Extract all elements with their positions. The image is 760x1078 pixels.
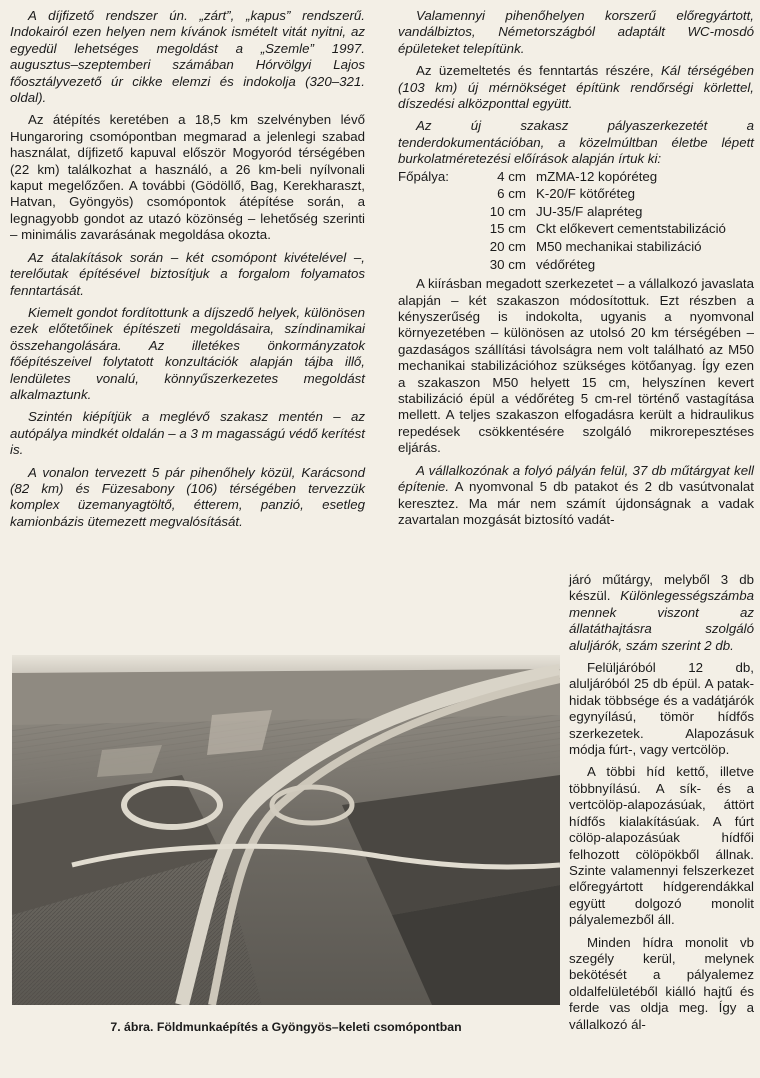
spec-material: védőréteg — [536, 256, 596, 272]
spec-row — [398, 257, 754, 275]
spec-size: 30 cm — [489, 256, 526, 272]
text-span: A vállalkozónak a folyó pályán felül, 37 db műtárgyat kell építenie. — [398, 462, 754, 495]
right-narrow-column — [569, 572, 754, 1039]
paragraph: Az átalakítások során – két csomópont kivételével –, terelőutak építésével biztosítjuk a forgalom folyamatos fenntartását. — [10, 249, 365, 298]
paragraph: A kiírásban megadott szerkezetet – a vállalkozó javaslata alapján – két szakaszon módosítottuk. Ezt részben a kényszerűség is indokolta, ugyanis a nyomvonal környezetében – különösen az utolsó 20 km térségében – gazdaságos szállítási távolságra nem volt található az M50 mechanikai stabilizációhoz szükséges kötőanyag. Így ezen a szakaszon M50 helyett 15 cm, helyszínen kevert stabilizáció épül a védőréteg 5 cm-rel történő vastagítása mellett. A teljes szakaszon elfogadásra került a hidraulikus repedések csökkentésére szolgáló mikrorepesztéses eljárás. — [398, 276, 754, 456]
paragraph: Felüljáróból 12 db, aluljáróból 25 db épül. A patak-hidak többsége és a vadátjárók egynyílású, tömör hídfős szerkezetek. Alapozásuk módja fúrt-, vagy vertcölöp. — [569, 660, 754, 758]
spec-row — [398, 239, 754, 257]
spec-material: JU-35/F alapréteg — [536, 203, 643, 219]
spec-label — [398, 204, 462, 222]
paragraph — [398, 463, 754, 529]
paragraph: A díjfizető rendszer ún. „zárt”, „kapus” rendszerű. Indokairól ezen helyen nem kívánok ismételt vitát nyitni, az egyedül lehetséges megoldást a „Szemle” 1997. augusztus–szeptemberi számában Hórvölgyi Lajos főosztályvezető úr cikke elemzi és indokolja (320–321. oldal). — [10, 8, 365, 106]
spec-row — [398, 221, 754, 239]
figure-caption: 7. ábra. Földmunkaépítés a Gyöngyös–keleti csomópontban — [110, 1020, 462, 1034]
spec-material: K-20/F kötőréteg — [536, 186, 636, 202]
spec-label — [398, 257, 462, 275]
text-span: A nyomvonal 5 db patakot és 2 db vasútvonalat keresztez. Ma már nem számít újdonságnak a vadak zavartalan mozgását biztosító vadát- — [398, 479, 754, 527]
paragraph: Az új szakasz pályaszerkezetét a tenderdokumentációban, a közelmúltban életbe lépett burkolatméretezési előírások alapján írtuk ki: — [398, 118, 754, 167]
spec-row — [398, 169, 754, 187]
spec-size: 4 cm — [497, 168, 526, 184]
right-column — [398, 8, 754, 528]
paragraph: A vonalon tervezett 5 pár pihenőhely közül, Karácsond (82 km) és Füzesabony (106) térségében tervezzük komplex üzemanyagtöltő, étterem, panzió, esetleg kamionbázis ütemezett megvalósítását. — [10, 464, 365, 529]
spec-label: Főpálya: — [398, 168, 449, 184]
text-span: Különlegességszámba mennek viszont az állatáthajtásra szolgáló aluljárók, szám szerint 2 db. — [569, 588, 754, 653]
text-span: Kál térségében (103 km) új mérnökséget építünk rendőrségi körlettel, díszedési alközponttal együtt. — [398, 63, 754, 112]
spec-row — [398, 204, 754, 222]
paragraph: Minden hídra monolit vb szegély kerül, melynek bekötését a pályalemez oldalfelületéből kiálló hajtű és ferde vas oldja meg. Így a vállalkozó ál- — [569, 934, 754, 1032]
spec-label — [398, 186, 462, 204]
spec-size: 6 cm — [497, 186, 526, 202]
spec-label — [398, 239, 462, 257]
paragraph — [569, 572, 754, 654]
left-column — [10, 8, 365, 536]
text-span: járó műtárgy, melyből 3 db készül. — [569, 572, 754, 604]
paragraph: Kiemelt gondot fordítottunk a díjszedő helyek, különösen ezek előtetőinek építészeti megoldásaira, színdinamikai összehangolására. Az illetékes önkormányzatok főépítészeivel folytatott konzultációk alapján tájba illő, lendületes vonalú, könnyűszerkezetes megoldást alkalmaztunk. — [10, 304, 365, 402]
spec-material: mZMA-12 kopóréteg — [536, 168, 658, 184]
aerial-photo — [12, 655, 560, 1005]
spec-size: 15 cm — [489, 221, 526, 237]
paragraph: Szintén kiépítjük a meglévő szakasz mentén – az autópálya mindkét oldalán – a 3 m magasságú védő kerítést is. — [10, 409, 365, 458]
paragraph: A többi híd kettő, illetve többnyílású. A sík- és a vertcölöp-alapozásúak, áttört hídfős kialakításúak. A fúrt cölöp-alapozásúak hídfői felhozott cölöpökből állnak. Szinte valamennyi felszerkezet előregyártott hídgerendákkal együtt dolgozó monolit pályalemezből áll. — [569, 764, 754, 928]
spec-size: 10 cm — [489, 203, 526, 219]
spec-size: 20 cm — [489, 239, 526, 255]
spec-material: M50 mechanikai stabilizáció — [536, 239, 702, 255]
spec-row — [398, 186, 754, 204]
text-span: Az üzemeltetés és fenntartás részére, — [416, 63, 661, 79]
aerial-photo-image — [12, 655, 560, 1005]
pavement-spec-table — [398, 169, 754, 275]
paragraph: Valamennyi pihenőhelyen korszerű előregyártott, vandálbiztos, Németországból adaptált WC-mosdó épületeket telepítünk. — [398, 8, 754, 56]
paragraph: Az átépítés keretében a 18,5 km szelvényben lévő Hungaroring csomópontban megmarad a jelenlegi szabad használat, díjfizető kapuval először Mogyoród térségében (22 km) találkozhat a használó, a 26 km-beli nyílvonali kaput megelőzően. A további (Gödöllő, Bag, Kerekharaszt, Hatvan, Gyöngyös) csomópontok átépítése során, a legnagyobb gondot az utazó közönség – lehetőség szerinti – minimális zavarásának megoldása okozta. — [10, 112, 365, 243]
paragraph — [398, 63, 754, 112]
spec-label — [398, 221, 462, 239]
spec-material: Ckt előkevert cementstabilizáció — [536, 221, 726, 237]
